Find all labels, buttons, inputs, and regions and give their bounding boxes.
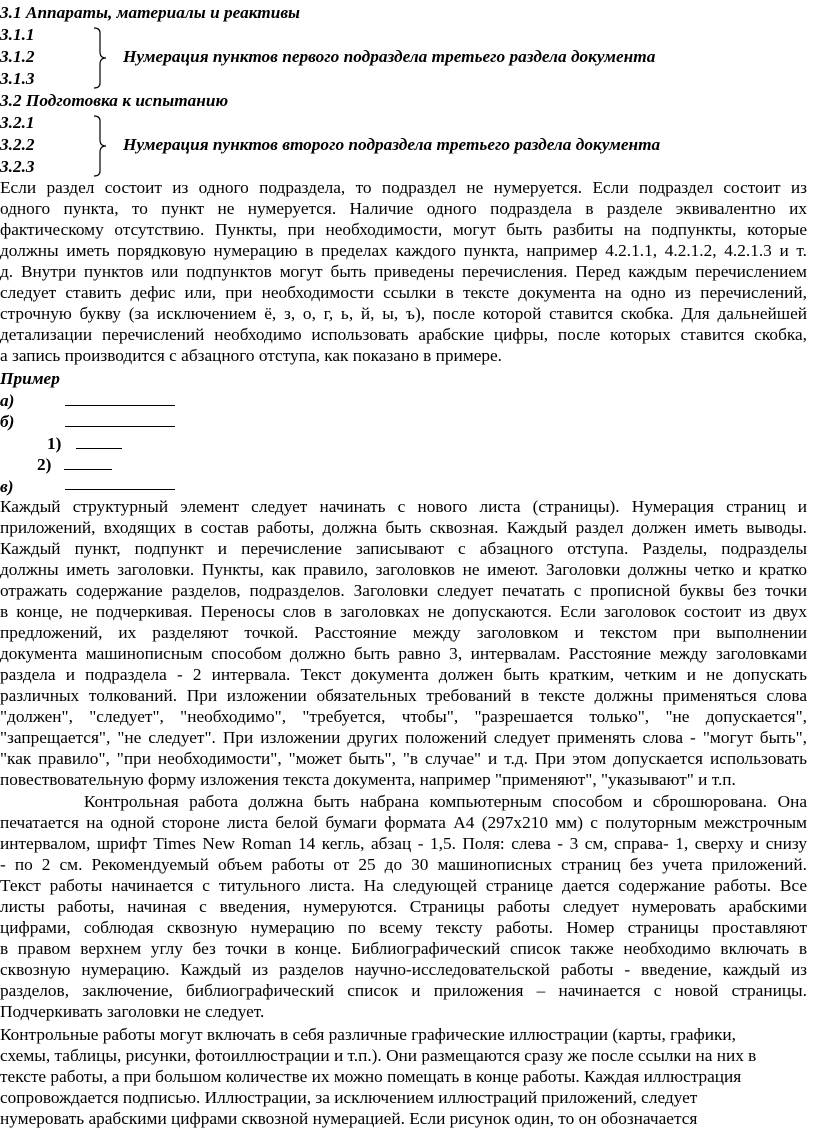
list-item-v-label: в)	[0, 477, 14, 496]
item-number-3-1-2: 3.1.2	[0, 47, 35, 66]
blank-line	[64, 454, 112, 470]
item-number-3-2-3: 3.2.3	[0, 157, 35, 176]
text-line: Контрольные работы могут включать в себя различные графические иллюстрации (карты, графики,	[0, 1025, 736, 1044]
text-line: Каждый пункт, подпункт и перечисление записывают с абзацного отступа. Разделы, подразделы	[0, 539, 807, 558]
text-line: схемы, таблицы, рисунки, фотоиллюстрации и т.п.). Они размещаются сразу же после ссылки на них в	[0, 1046, 757, 1065]
text-line: а запись производится с абзацного отступа, как показано в примере.	[0, 346, 503, 365]
text-line: сквозную нумерацию. Каждый из разделов научно-исследовательской работы - введение, каждый из	[0, 960, 807, 979]
text-line: предложений, их разделяют точкой. Расстояние между заголовком и текстом при выполнении	[0, 623, 807, 642]
subsection-heading-3-1: 3.1 Аппараты, материалы и реактивы	[0, 3, 301, 22]
text-line: строчную букву (за исключением ё, з, о, г, ь, й, ы, ъ), после которой ставится скобка. Для дальнейшей	[0, 304, 807, 323]
text-line: "должен", "следует", "необходимо", "требуется, чтобы", "разрешается только", "не допускается",	[0, 707, 807, 726]
text-line: должны иметь порядковую нумерацию в пределах каждого пункта, например 4.2.1.1, 4.2.1.2, 4.2.1.3 и т.	[0, 241, 807, 260]
text-line: "запрещается", "не следует". При изложении других положений следует применять слова - "могут быть",	[0, 728, 807, 747]
text-line: фактическому отсутствию. Пункты, при необходимости, могут быть разбиты на подпункты, которые	[0, 220, 807, 239]
blank-line	[65, 390, 175, 406]
list-item-a-label: а)	[0, 391, 15, 410]
text-line: повествовательную форму изложения текста документа, например "применяют", "указывают" и т.п.	[0, 770, 736, 789]
blank-line	[65, 411, 175, 427]
text-line: Контрольная работа должна быть набрана компьютерным способом и сброшюрована. Она	[0, 792, 807, 811]
subsection-heading-3-2: 3.2 Подготовка к испытанию	[0, 91, 229, 110]
text-line: Подчеркивать заголовки не следует.	[0, 1002, 265, 1021]
text-line: детализации перечислений необходимо использовать арабские цифры, после которых ставится скобка,	[0, 325, 807, 344]
text-line: различных толкований. При изложении обязательных требований в тексте должны применяться слова	[0, 686, 807, 705]
item-number-3-2-2: 3.2.2	[0, 135, 35, 154]
blank-line	[65, 474, 175, 490]
text-line: в конце, не подчеркивая. Переносы слов в заголовках не допускаются. Если заголовок состоит из двух	[0, 602, 807, 621]
text-line: документа машинописным способом должно быть равно 3, интервалам. Расстояние между заголовками	[0, 644, 807, 663]
text-line: должны иметь заголовки. Пункты, как правило, заголовков не имеют. Заголовки должны четко и кратко	[0, 560, 807, 579]
text-line: разделов, заключение, библиографический список и приложения – начинается с новой страницы.	[0, 981, 807, 1000]
blank-line	[76, 433, 122, 449]
sublist-item-1-label: 1)	[47, 434, 62, 453]
text-line: нумеровать арабскими цифрами сквозной нумерацией. Если рисунок один, то он обозначается	[0, 1109, 698, 1128]
item-number-3-1-3: 3.1.3	[0, 69, 35, 88]
text-line: тексте работы, а при большом количестве их можно помещать в конце работы. Каждая иллюстрация	[0, 1067, 742, 1086]
text-line: следует ставить дефис или, при необходимости ссылки в тексте документа на одно из перечислений,	[0, 283, 807, 302]
numbering-caption-2: Нумерация пунктов второго подраздела третьего раздела документа	[123, 135, 661, 154]
text-line: д. Внутри пунктов или подпунктов могут быть приведены перечисления. Перед каждым перечислением	[0, 262, 807, 281]
text-line: - по 2 см. Рекомендуемый объем работы от 25 до 30 машинописных страниц без учета приложений.	[0, 855, 807, 874]
text-line: отражать содержание разделов, подразделов. Заголовки следует печатать с прописной буквы без точки	[0, 581, 807, 600]
text-line: сопровождается подписью. Иллюстрации, за исключением иллюстраций приложений, следует	[0, 1088, 698, 1107]
numbering-caption-1: Нумерация пунктов первого подраздела третьего раздела документа	[123, 47, 656, 66]
text-line: "как правило", "при необходимости", "может быть", "в случае" и т.д. При этом допускается использовать	[0, 749, 807, 768]
right-brace-icon	[92, 27, 114, 89]
text-line: интервалом, шрифт Times New Roman 14 кегль, абзац - 1,5. Поля: слева - 3 см, справа- 1, сверху и снизу	[0, 834, 807, 853]
item-number-3-1-1: 3.1.1	[0, 25, 35, 44]
list-item-b-label: б)	[0, 412, 15, 431]
sublist-item-2-label: 2)	[37, 455, 52, 474]
text-line: Текст работы начинается с титульного листа. На следующей странице дается содержание работы. Все	[0, 876, 807, 895]
text-line: раздела и подраздела - 2 интервала. Текст документа должен быть кратким, четким и не допускать	[0, 665, 807, 684]
text-line: цифрами, соблюдая сквозную нумерацию по всему тексту работы. Номер страницы проставляют	[0, 918, 807, 937]
text-line: в правом верхнем углу без точки в конце. Библиографический список также необходимо включать в	[0, 939, 807, 958]
example-title: Пример	[0, 369, 60, 388]
text-line: приложений, входящих в состав работы, должна быть сквозная. Каждый раздел должен иметь выводы.	[0, 518, 807, 537]
text-line: одного пункта, то пункт не нумеруется. Наличие одного подраздела в разделе эквивалентно их	[0, 199, 807, 218]
text-line: листы работы, начиная с введения, нумеруются. Страницы работы следует нумеровать арабскими	[0, 897, 807, 916]
text-line: Каждый структурный элемент следует начинать с нового листа (страницы). Нумерация страниц и	[0, 497, 807, 516]
right-brace-icon	[92, 115, 114, 177]
item-number-3-2-1: 3.2.1	[0, 113, 35, 132]
text-line: Если раздел состоит из одного подраздела, то подраздел не нумеруется. Если подраздел состоит из	[0, 178, 807, 197]
text-line: печатается на одной стороне листа белой бумаги формата А4 (297х210 мм) с полуторным межстрочным	[0, 813, 807, 832]
